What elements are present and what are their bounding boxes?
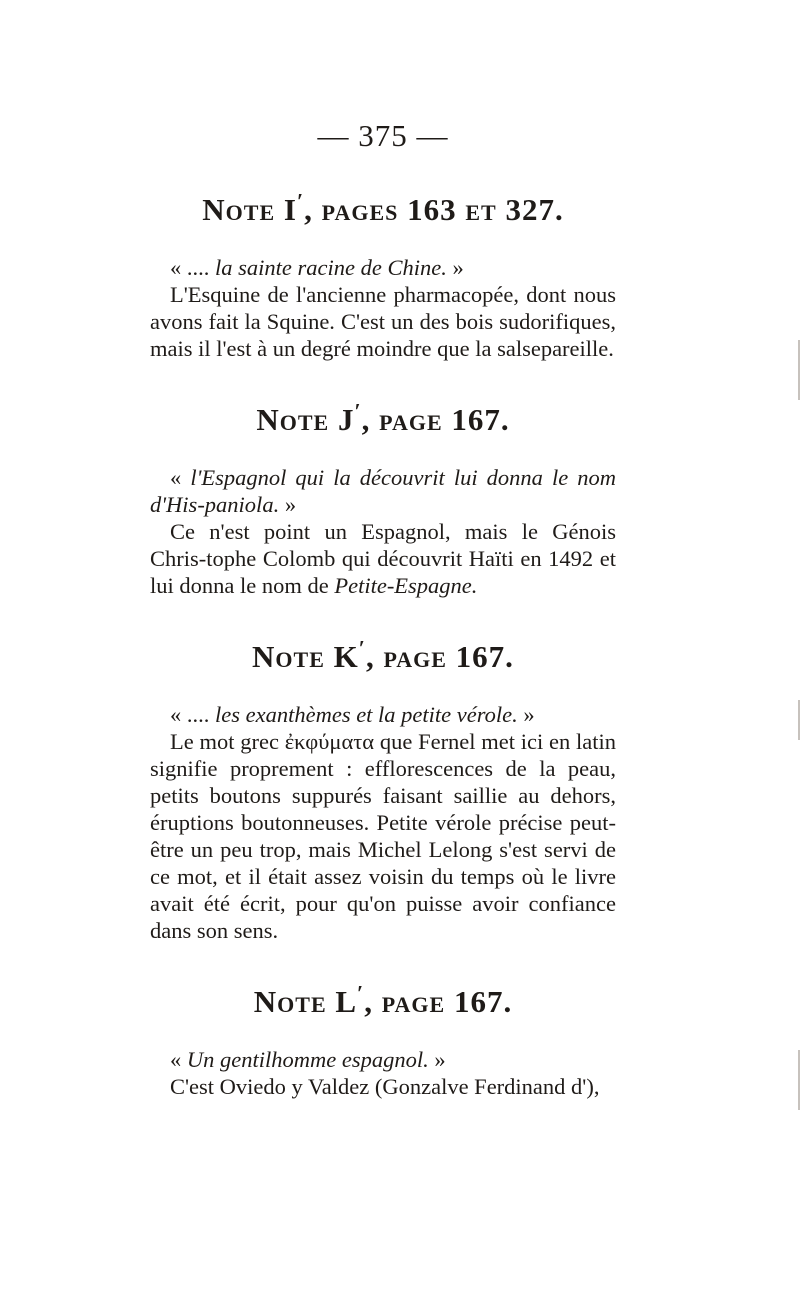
quote-text: les exanthèmes et la petite vérole. (215, 702, 518, 727)
note-section-j (150, 398, 616, 599)
quote-text: l'Espagnol qui la découvrit lui donna le nom d'His-paniola. (150, 465, 616, 517)
note-body-italic: Petite-Espagne. (334, 573, 478, 598)
note-body-text: Ce n'est point un Espagnol, mais le Génois Chris-tophe Colomb qui découvrit Haïti en 1492 et lui donna le nom de (150, 519, 616, 598)
quote-text: la sainte racine de Chine. (215, 255, 447, 280)
note-heading-pages: , page 167. (364, 984, 513, 1019)
note-quote (150, 464, 616, 518)
note-heading-pages: , page 167. (361, 402, 510, 437)
note-heading (150, 188, 616, 228)
quote-open: « .... (170, 255, 215, 280)
quote-open: « .... (170, 702, 215, 727)
quote-close: » (279, 492, 297, 517)
note-heading-pages: , pages 163 et 327. (304, 192, 564, 227)
note-heading-label: Note L (253, 984, 358, 1019)
note-section-k (150, 635, 616, 944)
note-body: C'est Oviedo y Valdez (Gonzalve Ferdinand d'), (170, 1074, 600, 1099)
note-heading (150, 635, 616, 675)
note-quote (150, 1046, 616, 1073)
note-heading-label: Note J (256, 402, 355, 437)
note-section-l (150, 980, 616, 1100)
quote-open: « (170, 465, 191, 490)
note-body: Le mot grec ἐκφύματα que Fernel met ici en latin signifie proprement : efflorescences de la peau, petits boutons suppurés faisant saillie au dehors, éruptions boutonneuses. Petite vérole précise peut-être un peu trop, mais Michel Lelong s'est servi de ce mot, et il était assez voisin du temps où le livre avait été écrit, pour qu'on puisse avoir confiance dans son sens. (150, 729, 616, 943)
note-heading-pages: , page 167. (365, 639, 514, 674)
quote-text: Un gentilhomme espagnol. (186, 1047, 429, 1072)
note-body: L'Esquine de l'ancienne pharmacopée, dont nous avons fait la Squine. C'est un des bois sudorifiques, mais il l'est à un degré moindre que la salsepareille. (150, 282, 616, 361)
note-section-i (150, 188, 616, 362)
note-heading-label: Note K (252, 639, 359, 674)
note-heading (150, 398, 616, 438)
note-heading-label: Note I (202, 192, 297, 227)
note-quote (150, 701, 616, 728)
note-heading-prime: ′ (358, 635, 366, 661)
note-quote (150, 254, 616, 281)
note-heading-prime: ′ (354, 398, 362, 424)
page-number: — 375 — (317, 118, 449, 153)
document-page (150, 118, 616, 1140)
note-heading (150, 980, 616, 1020)
note-heading-prime: ′ (357, 980, 365, 1006)
quote-open: « (170, 1047, 187, 1072)
quote-close: » (428, 1047, 446, 1072)
note-body (150, 518, 616, 599)
quote-close: » (517, 702, 535, 727)
quote-close: » (446, 255, 464, 280)
note-heading-prime: ′ (296, 188, 305, 214)
